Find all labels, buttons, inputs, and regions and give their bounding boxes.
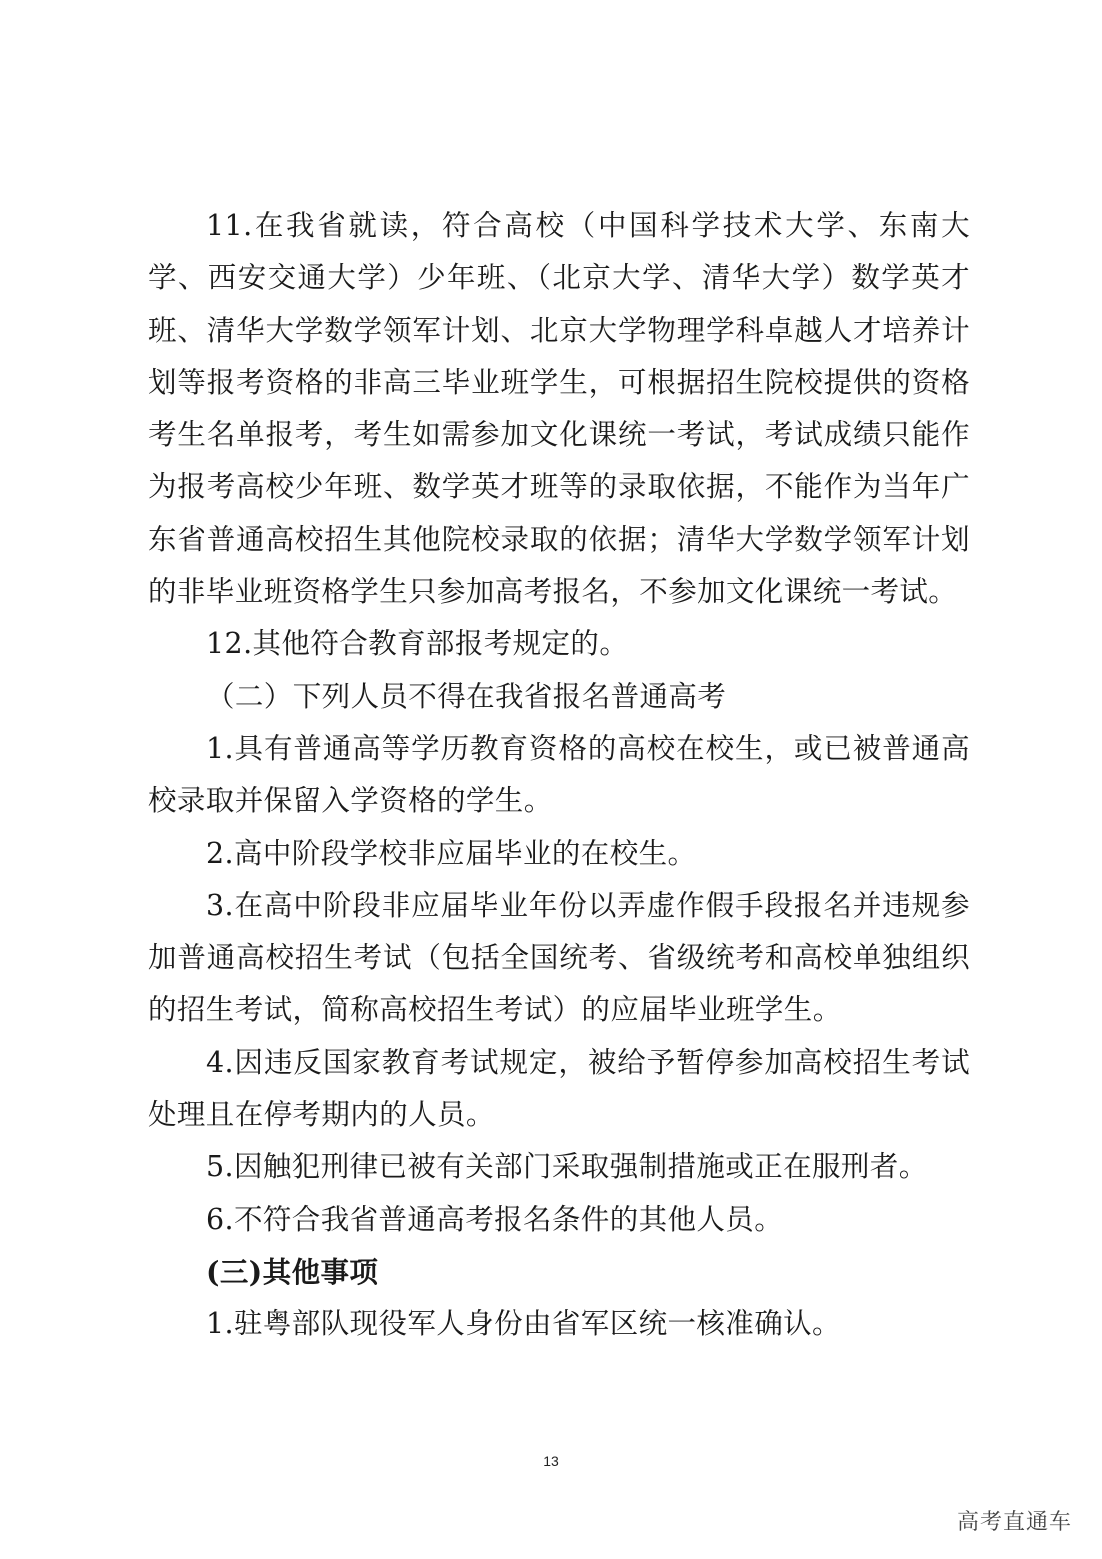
section2-item-2: 2.高中阶段学校非应届毕业的在校生。 — [206, 836, 697, 870]
page-number: 13 — [543, 1453, 559, 1469]
paragraph-item-12: 12.其他符合教育部报考规定的。 — [206, 627, 629, 661]
section-heading-3: (三)其他事项 — [206, 1254, 379, 1289]
section3-item-1: 1.驻粤部队现役军人身份由省军区统一核准确认。 — [206, 1307, 841, 1341]
section2-item-5: 5.因触犯刑律已被有关部门采取强制措施或正在服刑者。 — [206, 1150, 928, 1184]
section2-item-6: 6.不符合我省普通高考报名条件的其他人员。 — [206, 1202, 784, 1236]
watermark-text: 高考直通车 — [956, 1510, 1072, 1535]
document-body — [148, 200, 970, 1351]
section2-item-3: 3.在高中阶段非应届毕业年份以弄虚作假手段报名并违规参加普通高校招生考试（包括全国统考、省级统考和高校单独组织的招生考试，简称高校招生考试）的应届毕业班学生。 — [148, 888, 970, 1027]
section-heading-2: （二）下列人员不得在我省报名普通高考 — [206, 679, 727, 713]
paragraph-item-11: 11.在我省就读，符合高校（中国科学技术大学、东南大学、西安交通大学）少年班、（北京大学、清华大学）数学英才班、清华大学数学领军计划、北京大学物理学科卓越人才培养计划等报考资格的非高三毕业班学生，可根据招生院校提供的资格考生名单报考，考生如需参加文化课统一考试，考试成绩只能作为报考高校少年班、数学英才班等的录取依据，不能作为当年广东省普通高校招生其他院校录取的依据；清华大学数学领军计划的非毕业班资格学生只参加高考报名，不参加文化课统一考试。 — [148, 209, 970, 609]
section2-item-1: 1.具有普通高等学历教育资格的高校在校生，或已被普通高校录取并保留入学资格的学生。 — [148, 731, 970, 818]
section2-item-4: 4.因违反国家教育考试规定，被给予暂停参加高校招生考试处理且在停考期内的人员。 — [148, 1045, 970, 1132]
